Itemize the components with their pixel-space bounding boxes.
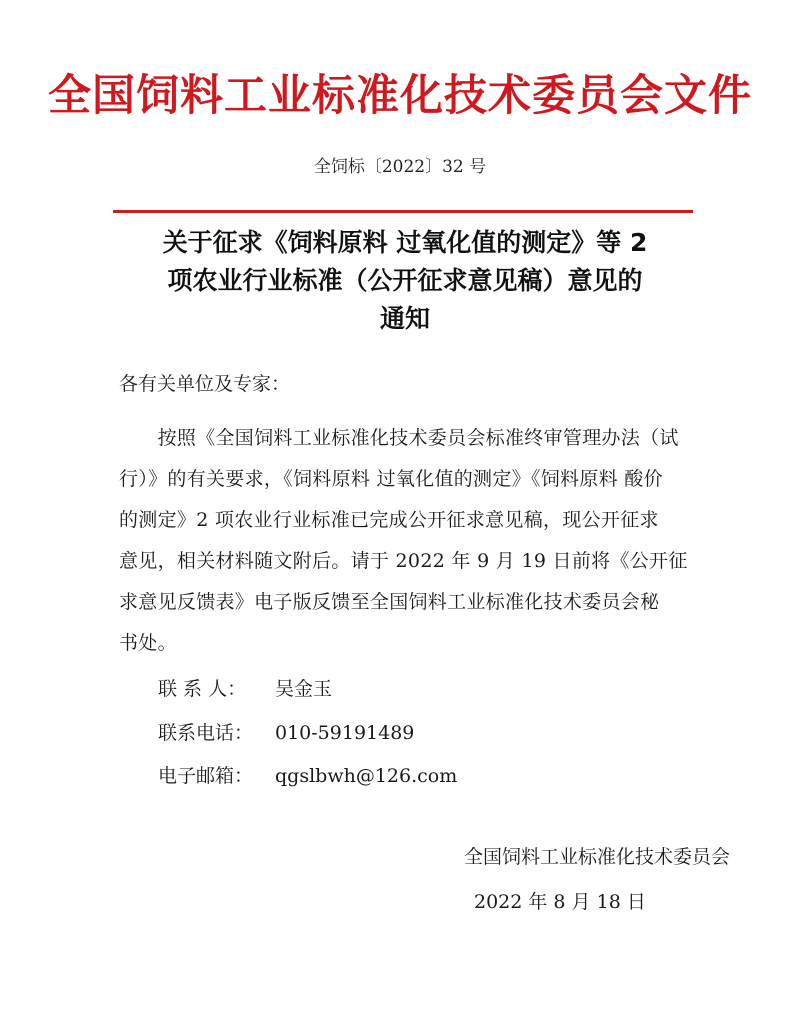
contact-email <box>158 762 457 790</box>
contact-person <box>158 675 332 703</box>
salutation: 各有关单位及专家： <box>119 373 291 395</box>
issuer-header-title: 全国饲料工业标准化技术委员会文件 <box>48 71 752 121</box>
body-line: 意见，相关材料随文附后。请于 2022 年 9 月 19 日前将《公开征 <box>119 550 688 572</box>
contact-email-value[interactable]: qgslbwh@126.com <box>275 765 458 787</box>
contact-email-label: 电子邮箱： <box>158 765 254 787</box>
body-line: 的测定》2 项农业行业标准已完成公开征求意见稿，现公开征求 <box>119 509 659 531</box>
notice-title-line: 关于征求《饲料原料 过氧化值的测定》等 2 <box>162 228 648 257</box>
signature-organization: 全国饲料工业标准化技术委员会 <box>463 846 730 868</box>
notice-title <box>110 224 700 338</box>
contact-phone <box>158 719 414 747</box>
contact-phone-label: 联系电话： <box>158 722 254 744</box>
body-line: 书处。 <box>119 632 177 654</box>
notice-body <box>119 418 689 664</box>
contact-phone-value: 010-59191489 <box>275 722 415 744</box>
notice-title-line: 项农业行业标准（公开征求意见稿）意见的 <box>167 266 643 295</box>
body-line: 按照《全国饲料工业标准化技术委员会标准终审管理办法（试 <box>119 427 679 449</box>
contact-person-label: 联 系 人： <box>158 678 247 700</box>
red-divider-line <box>113 210 693 213</box>
notice-title-line: 通知 <box>379 304 430 333</box>
body-line: 求意见反馈表》电子版反馈至全国饲料工业标准化技术委员会秘 <box>119 591 660 613</box>
contact-person-value: 吴金玉 <box>275 678 333 700</box>
body-line: 行）》的有关要求，《饲料原料 过氧化值的测定》《饲料原料 酸价 <box>119 468 663 490</box>
document-number: 全饲标〔2022〕32 号 <box>313 157 487 177</box>
signature-date: 2022 年 8 月 18 日 <box>474 891 646 913</box>
